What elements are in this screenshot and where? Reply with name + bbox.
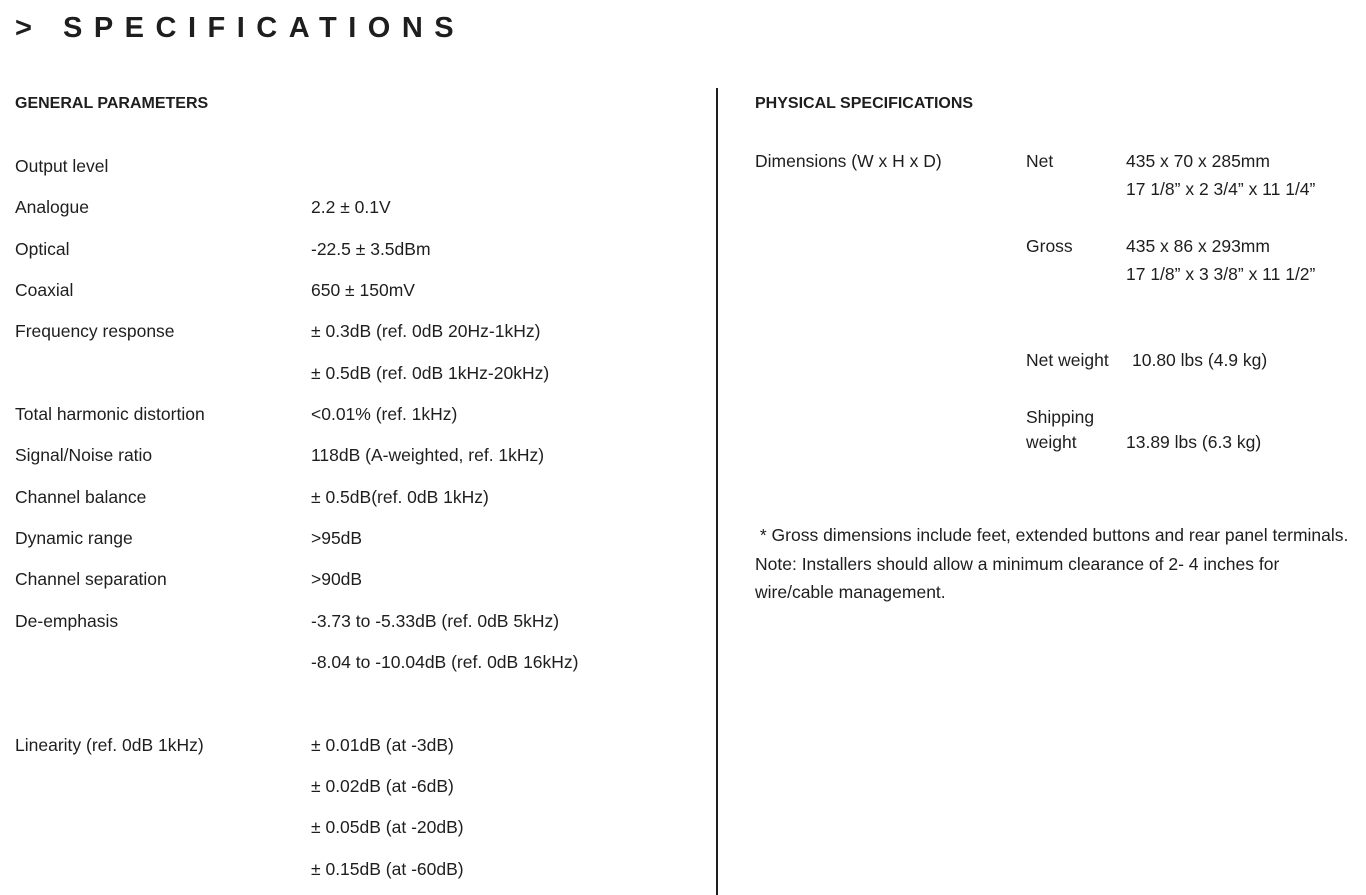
spec-label-coaxial: Coaxial (15, 280, 74, 300)
spec-value-dynamic-range: >95dB (311, 528, 363, 548)
spec-value-de-emphasis-2: -8.04 to -10.04dB (ref. 0dB 16kHz) (311, 652, 579, 672)
spec-label-channel-separation: Channel separation (15, 569, 167, 589)
output-level-label: Output level (15, 156, 109, 176)
spec-label-thd: Total harmonic distortion (15, 404, 205, 424)
spec-value-channel-balance: ± 0.5dB(ref. 0dB 1kHz) (311, 487, 489, 507)
spec-value-analogue: 2.2 ± 0.1V (311, 197, 391, 217)
spec-value-linearity-3: ± 0.05dB (at -20dB) (311, 817, 464, 837)
gross-metric-value: 435 x 86 x 293mm (1126, 236, 1270, 256)
physical-specifications-heading: PHYSICAL SPECIFICATIONS (755, 95, 974, 112)
spec-value-linearity-1: ± 0.01dB (at -3dB) (311, 735, 454, 755)
clearance-note-line2: wire/cable management. (755, 582, 946, 602)
clearance-note-line1: Note: Installers should allow a minimum clearance of 2- 4 inches for (755, 553, 1280, 574)
general-parameters-heading: GENERAL PARAMETERS (15, 95, 209, 112)
net-weight-label: Net weight (1026, 350, 1109, 370)
page-title: > SPECIFICATIONS (15, 12, 466, 44)
gross-imperial-value: 17 1/8” x 3 3/8” x 11 1/2” (1126, 264, 1316, 284)
spec-value-optical: -22.5 ± 3.5dBm (311, 239, 431, 259)
shipping-weight-value: 13.89 lbs (6.3 kg) (1126, 432, 1262, 452)
spec-label-frequency-response: Frequency response (15, 321, 175, 341)
installation-notes (755, 521, 1355, 607)
spec-value-coaxial: 650 ± 150mV (311, 280, 415, 300)
spec-value-linearity-4: ± 0.15dB (at -60dB) (311, 859, 464, 879)
spec-label-optical: Optical (15, 239, 70, 259)
spec-value-frequency-response-2: ± 0.5dB (ref. 0dB 1kHz-20kHz) (311, 363, 550, 383)
spec-label-signal-noise: Signal/Noise ratio (15, 445, 153, 465)
spec-label-channel-balance: Channel balance (15, 487, 147, 507)
spec-value-thd: <0.01% (ref. 1kHz) (311, 404, 458, 424)
net-imperial-value: 17 1/8” x 2 3/4” x 11 1/4” (1126, 179, 1316, 199)
spec-value-de-emphasis-1: -3.73 to -5.33dB (ref. 0dB 5kHz) (311, 611, 560, 631)
spec-value-signal-noise: 118dB (A-weighted, ref. 1kHz) (311, 445, 545, 465)
shipping-weight-label-line2: weight (1026, 432, 1077, 452)
net-metric-value: 435 x 70 x 285mm (1126, 151, 1270, 171)
spec-value-channel-separation: >90dB (311, 569, 363, 589)
spec-label-de-emphasis: De-emphasis (15, 611, 119, 631)
gross-dimensions-note: * Gross dimensions include feet, extended buttons and rear panel terminals. (755, 525, 1349, 545)
net-label: Net (1026, 151, 1054, 171)
shipping-weight-label-line1: Shipping (1026, 407, 1095, 427)
column-divider (716, 88, 718, 895)
spec-label-linearity: Linearity (ref. 0dB 1kHz) (15, 735, 204, 755)
net-weight-value: 10.80 lbs (4.9 kg) (1132, 350, 1268, 370)
dimensions-label: Dimensions (W x H x D) (755, 151, 942, 171)
gross-label: Gross (1026, 236, 1073, 256)
spec-label-analogue: Analogue (15, 197, 89, 217)
spec-value-frequency-response-1: ± 0.3dB (ref. 0dB 20Hz-1kHz) (311, 321, 541, 341)
spec-value-linearity-2: ± 0.02dB (at -6dB) (311, 776, 454, 796)
spec-label-dynamic-range: Dynamic range (15, 528, 133, 548)
